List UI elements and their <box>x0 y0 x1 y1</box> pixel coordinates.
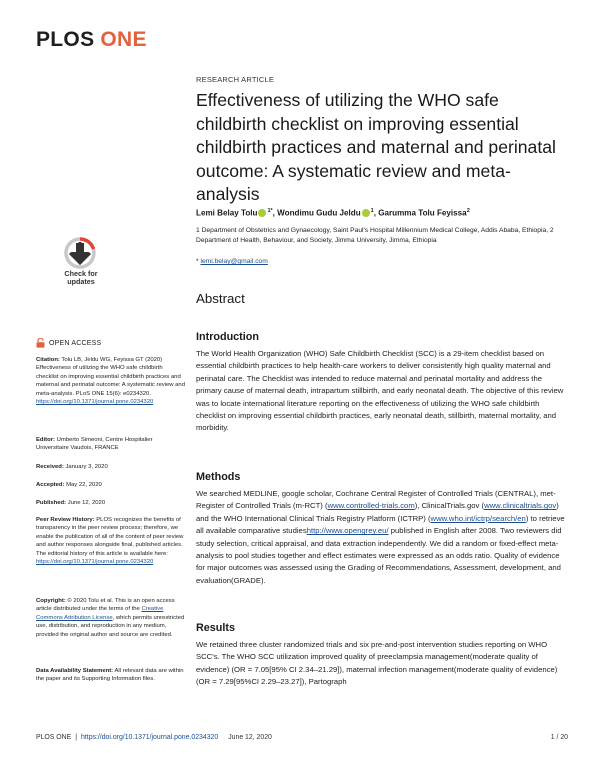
peer-review-text: PLOS recognizes the benefits of transparency in the peer review process; therefore, we enable the publication of all of the content of peer review and author responses alongside final, published articles. The editorial history of this article is available here: <box>36 517 184 557</box>
badge-label-line2: updates <box>67 277 95 286</box>
journal-logo <box>36 28 147 52</box>
methods-text-1: We searched MEDLINE, google scholar, Cochrane Central Register of Controlled Trials (CENTRAL), met-Register of Controlled Trials (m-RCT) ( <box>196 489 556 511</box>
article-type: RESEARCH ARTICLE <box>196 75 275 84</box>
published-block <box>36 499 186 507</box>
page-footer <box>36 734 568 741</box>
data-availability-block <box>36 667 186 684</box>
introduction-heading: Introduction <box>196 331 259 343</box>
received-block <box>36 463 186 471</box>
peer-review-block <box>36 516 186 566</box>
author-1[interactable]: Lemi Belay Tolu <box>196 208 258 218</box>
corresponding-author <box>196 258 268 265</box>
data-availability-text: All relevant data are within the paper and its Supporting Information files. <box>36 668 184 683</box>
footer-journal: PLOS ONE <box>36 734 72 741</box>
open-access-badge <box>36 338 101 348</box>
orcid-icon[interactable] <box>258 209 266 217</box>
footer-separator: | <box>75 734 78 741</box>
corr-mark: * <box>196 258 199 265</box>
data-availability-label: Data Availability Statement: <box>36 668 114 674</box>
citation-doi-link[interactable]: https://doi.org/10.1371/journal.pone.0234320 <box>36 399 154 406</box>
copyright-text-2: , which permits unrestricted use, distribution, and reproduction in any medium, provided the original author and source are credited. <box>36 614 185 638</box>
author-1-corr-mark: * <box>270 208 273 214</box>
published-label: Published: <box>36 500 67 506</box>
introduction-text: The World Health Organization (WHO) Safe Childbirth Checklist (SCC) is a 29-item checklist based on essential childbirth practices to help health-care workers to deliver consistently high quality maternal and perinatal care. The Checklist was intended to reduce maternal and perinatal mortality and address the primary cause of maternal death, intrapartum stillbirth, and early neonatal death. The objective of this review was to locate international literature reporting on the effectiveness of utilizing the WHO safe childbirth checklist on improving essential childbirth practices, early neonatal death, stillbirth, maternal mortality, and morbidity. <box>196 349 564 433</box>
copyright-label: Copyright: <box>36 598 66 604</box>
methods-text <box>196 488 568 587</box>
accepted-label: Accepted: <box>36 482 65 488</box>
methods-text-5: published in English after 2008. Two reviewers did study selection, critical appraisal, and data extraction independently. We did a random or fixed-effect meta-analysis to pool studies together and effect estimates were expressed as an odds ratio. Quality of evidence for major outcomes was assessed using the Grading of Recommendations, Assessment, development, and evaluation(GRADE). <box>196 526 562 585</box>
methods-text-4: ) to retrieve all available comparative studies <box>196 513 565 536</box>
editor-text: Umberto Simeoni, Centre Hospitalier Universitaire Vaudois, FRANCE <box>36 437 153 452</box>
clinicaltrials-link[interactable]: www.clinicaltrials.gov <box>484 501 557 511</box>
results-heading: Results <box>196 622 236 634</box>
badge-label-line1: Check for <box>64 269 98 278</box>
author-3-affil: 2 <box>466 208 470 214</box>
author-3[interactable]: Garumma Tolu Feyissa <box>378 208 467 218</box>
peer-review-link[interactable]: https://doi.org/10.1371/journal.pone.0234320 <box>36 559 154 566</box>
affiliations: 1 Department of Obstetrics and Gynaecology, Saint Paul's Hospital Millennium Medical College, Addis Ababa, Ethiopia, 2 Department of Health, Behaviour, and Society, Jimma University, Jimma, Ethiopia <box>196 227 554 245</box>
corr-email-link[interactable]: lemi.belay@gmail.com <box>200 258 268 265</box>
cc-license-link[interactable]: Creative Commons Attribution License <box>36 606 164 621</box>
open-lock-icon <box>36 338 45 348</box>
footer-date: June 12, 2020 <box>228 734 272 741</box>
orcid-icon[interactable] <box>362 209 370 217</box>
journal-name-plos: PLOS <box>36 28 95 51</box>
check-for-updates-label[interactable] <box>63 270 99 286</box>
methods-text-3: ) and the WHO International Clinical Trials Registry Platform (ICTRP) ( <box>196 501 559 523</box>
abstract-heading: Abstract <box>196 291 245 306</box>
controlled-trials-link[interactable]: www.controlled-trials.com <box>327 501 415 511</box>
page-number: 1 / 20 <box>550 734 568 741</box>
copyright-text-1: © 2020 Tolu et al. This is an open access article distributed under the terms of the <box>36 598 175 613</box>
peer-review-label: Peer Review History: <box>36 517 95 523</box>
author-1-affil: 1 <box>267 208 271 214</box>
received-label: Received: <box>36 464 64 470</box>
methods-text-2: ), ClinicalTrials.gov ( <box>414 501 485 511</box>
accepted-block <box>36 481 186 489</box>
author-2-affil: 1 <box>370 208 374 214</box>
citation-label: Citation: <box>36 357 60 363</box>
footer-doi-link[interactable]: https://doi.org/10.1371/journal.pone.0234320 <box>81 734 219 741</box>
author-2[interactable]: Wondimu Gudu Jeldu <box>277 208 361 218</box>
published-date: June 12, 2020 <box>67 500 106 506</box>
citation-block <box>36 356 186 406</box>
editor-block <box>36 436 186 453</box>
copyright-block <box>36 597 186 639</box>
accepted-date: May 22, 2020 <box>66 482 102 488</box>
results-text: We retained three cluster randomized trials and six pre-and-post intervention studies reporting on WHO SCC's. The WHO SCC utilization improved quality of preeclampsia management(moderate quality of evidence) (OR = 7.05[95% CI 2.34–21.29]), maternal infection management(moderate quality of evidence) (OR = 7.29[95%CI 2.29–23.27]), Partograph <box>196 640 558 687</box>
author-list: Lemi Belay Tolu $^{1*}$, Wondimu Gudu Jeldu $^1$, Garumma Tolu Feyissa$^2$ <box>196 208 470 218</box>
citation-text: Tolu LB, Jeldu WG, Feyissa GT (2020) Effectiveness of utilizing the WHO safe childbirth checklist on improving essential childbirth practices and maternal and perinatal outcome: A systematic review and meta-analysis. PLoS ONE 15(6): e0234320. <box>36 357 185 397</box>
editor-label: Editor: <box>36 437 55 443</box>
methods-heading: Methods <box>196 471 241 483</box>
received-date: January 3, 2020 <box>65 464 108 470</box>
article-title: Effectiveness of utilizing the WHO safe childbirth checklist on improving essential childbirth practices and maternal and perinatal outcome: A systematic review and meta-analysis <box>196 90 556 205</box>
journal-name-one: ONE <box>100 28 147 51</box>
ictrp-link[interactable]: www.who.int/ictrp/search/en <box>430 513 526 523</box>
opengrey-link[interactable]: http://www.opengrey.eu/ <box>306 526 389 536</box>
open-access-label: OPEN ACCESS <box>49 339 102 347</box>
